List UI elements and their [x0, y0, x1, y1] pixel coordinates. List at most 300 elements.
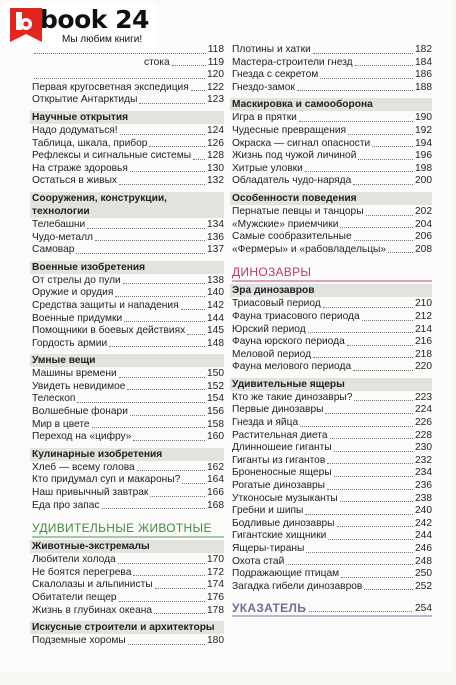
toc-subheading: Сооружения, конструкции, технологии: [30, 192, 224, 218]
toc-entry[interactable]: [232, 480, 432, 493]
dot-leader: [327, 463, 413, 464]
toc-entry[interactable]: [32, 592, 224, 605]
toc-entry[interactable]: [32, 462, 224, 475]
page-number: 228: [415, 429, 432, 441]
toc-entry[interactable]: [232, 568, 432, 581]
toc-entry[interactable]: [232, 244, 432, 257]
page-number: 148: [207, 337, 224, 349]
toc-entry[interactable]: [232, 163, 432, 176]
dot-leader: [119, 601, 205, 602]
toc-entry-title: Самые сообразительные: [232, 231, 352, 243]
dot-leader: [340, 501, 413, 502]
dot-leader: [353, 184, 413, 185]
toc-entry[interactable]: [232, 57, 432, 70]
toc-entry-title: Длинношеие гиганты: [232, 442, 332, 454]
page-number: 184: [415, 56, 432, 68]
page-number: 208: [415, 243, 432, 255]
page-number: 160: [207, 431, 224, 443]
dot-leader: [181, 309, 205, 310]
toc-entry[interactable]: [232, 324, 432, 337]
toc-entry-title: Открытие Антарктиды: [32, 94, 138, 106]
toc-entry[interactable]: [32, 150, 224, 163]
page-number: 254: [415, 602, 432, 614]
toc-entry[interactable]: [32, 219, 224, 232]
page-number: 214: [415, 323, 432, 335]
dot-leader: [127, 389, 205, 390]
page-number: 120: [207, 69, 224, 81]
toc-entry-title: Гнезда с секретом: [232, 69, 319, 81]
toc-entry-title: Фауна мелового периода: [232, 361, 352, 373]
dot-leader: [139, 103, 205, 104]
toc-entry-title: Телебашни: [32, 218, 86, 230]
toc-entry-title: Юрский период: [232, 323, 306, 335]
page-number: 174: [207, 579, 224, 591]
page-number: 122: [207, 81, 224, 93]
toc-entry-title: стока: [144, 56, 170, 68]
toc-entry-title: Бодливые динозавры: [232, 517, 335, 529]
toc-entry[interactable]: [232, 505, 432, 518]
toc-entry-title: Загадка гибели динозавров: [232, 580, 363, 592]
toc-entry[interactable]: [32, 94, 224, 107]
toc-subheading: Военные изобретения: [30, 261, 224, 274]
dot-leader: [300, 426, 413, 427]
dot-leader: [309, 611, 412, 612]
page-number: 128: [207, 150, 224, 162]
toc-entry[interactable]: [232, 442, 432, 455]
toc-entry-title: Жизнь в глубинах океана: [32, 604, 153, 616]
toc-entry[interactable]: [232, 206, 432, 219]
toc-entry[interactable]: [232, 175, 432, 188]
toc-entry-title: Оружие и орудия: [32, 287, 114, 299]
page-number: 252: [415, 580, 432, 592]
dot-leader: [355, 65, 413, 66]
page-number: 134: [207, 218, 224, 230]
page-number: 126: [207, 137, 224, 149]
toc-entry-title: Мир в цвете: [32, 418, 90, 430]
toc-entry-title: Переход на «цифру»: [32, 431, 132, 443]
toc-entry[interactable]: [232, 530, 432, 543]
dot-leader: [120, 134, 205, 135]
page-number: 166: [207, 487, 224, 499]
page-number: 136: [207, 231, 224, 243]
page-number: 176: [207, 592, 224, 603]
toc-entry-title: «Мужские» приемчики: [232, 218, 339, 230]
page-number: 234: [415, 467, 432, 479]
toc-entry-title: Еда про запас: [32, 499, 100, 511]
toc-entry[interactable]: [32, 406, 224, 419]
toc-entry[interactable]: [32, 635, 224, 648]
toc-subheading: Кулинарные изобретения: [30, 448, 224, 461]
dot-leader: [172, 65, 206, 66]
dot-leader: [124, 321, 205, 322]
toc-subheading: Умные вещи: [30, 354, 224, 367]
page-number: 194: [415, 137, 432, 149]
page-number: 124: [207, 124, 224, 136]
toc-entry-title: Гордость армии: [32, 337, 108, 349]
dot-leader: [193, 159, 205, 160]
toc-section-heading: ДИНОЗАВРЫ: [232, 264, 432, 282]
page-number: 154: [207, 393, 224, 405]
toc-entry[interactable]: [232, 430, 432, 443]
page-number: 220: [415, 361, 432, 373]
dot-leader: [115, 296, 205, 297]
toc-entry-title: Подражающие птицам: [232, 568, 340, 580]
dot-leader: [34, 53, 206, 54]
dot-leader: [297, 90, 413, 91]
toc-entry[interactable]: [232, 336, 432, 349]
toc-entry-title: Самовар: [32, 244, 75, 256]
dot-leader: [130, 415, 205, 416]
dot-leader: [109, 346, 205, 347]
toc-entry-title: Триасовый период: [232, 298, 321, 310]
toc-entry-title: Гнездо-замок: [232, 81, 295, 93]
toc-entry-title: Ящеры-тираны: [232, 543, 305, 554]
dot-leader: [323, 307, 413, 308]
page-number: 138: [207, 274, 224, 286]
toc-entry[interactable]: [232, 219, 432, 232]
page-number: 198: [415, 162, 432, 174]
toc-entry[interactable]: [232, 138, 432, 151]
dot-leader: [334, 451, 413, 452]
dot-leader: [364, 589, 413, 590]
page-number: 196: [415, 150, 432, 162]
page-number: 130: [207, 162, 224, 174]
toc-entry-title: Телескоп: [32, 393, 76, 405]
toc-entry[interactable]: [32, 567, 224, 580]
toc-entry-title: Фауна юрского периода: [232, 336, 345, 348]
dot-leader: [353, 370, 413, 371]
toc-entry-title: Не боятся перегрева: [32, 566, 132, 578]
page-number: 244: [415, 530, 432, 542]
dot-leader: [87, 228, 205, 229]
toc-entry-title: Окраска — сигнал опасности: [232, 137, 371, 149]
page-number: 162: [207, 461, 224, 473]
toc-entry[interactable]: [32, 474, 224, 487]
page-number: 204: [415, 218, 432, 230]
toc-entry-title: Броненосные ящеры: [232, 467, 332, 479]
dot-leader: [348, 134, 413, 135]
dot-leader: [149, 146, 205, 147]
page-number: 152: [207, 380, 224, 392]
dot-leader: [77, 402, 205, 403]
page-number: 123: [207, 94, 224, 106]
page-number: 246: [415, 543, 432, 554]
dot-leader: [330, 438, 413, 439]
toc-entry-title: «Фермеры» и «рабовладельцы»: [232, 243, 387, 255]
dot-leader: [305, 514, 413, 515]
page-number: 158: [207, 418, 224, 430]
dot-leader: [320, 78, 413, 79]
dot-leader: [92, 427, 205, 428]
toc-entry-title: На страже здоровья: [32, 162, 128, 174]
logo-wordmark: book 24: [40, 5, 149, 34]
toc-entry[interactable]: [32, 300, 224, 313]
toc-entry-title: Жизнь под чужой личиной: [232, 150, 357, 162]
toc-entry-title: Военные придумки: [32, 312, 123, 324]
page-number: 250: [415, 568, 432, 580]
toc-entry[interactable]: [232, 361, 432, 374]
page-number: 132: [207, 175, 224, 187]
toc-entry[interactable]: [32, 393, 224, 406]
toc-entry[interactable]: [32, 175, 224, 188]
page-number: 206: [415, 231, 432, 243]
toc-entry-title: Рефлексы и сигнальные системы: [32, 150, 192, 162]
page-number: 248: [415, 555, 432, 567]
dot-leader: [388, 252, 413, 253]
dot-leader: [76, 253, 205, 254]
toc-entry-title: Плотины и хатки: [232, 44, 311, 55]
dot-leader: [327, 489, 413, 490]
toc-entry-title: От стрелы до пули: [32, 274, 121, 286]
dot-leader: [328, 539, 413, 540]
book24-logo[interactable]: [4, 4, 156, 48]
page-number: 218: [415, 348, 432, 360]
dot-leader: [34, 78, 205, 79]
toc-entry[interactable]: [232, 392, 432, 405]
toc-entry[interactable]: [32, 381, 224, 394]
page-number: 230: [415, 442, 432, 454]
dot-leader: [133, 440, 205, 441]
dot-leader: [337, 526, 414, 527]
dot-leader: [325, 413, 413, 414]
toc-entry-title: Надо додуматься!: [32, 124, 118, 136]
dot-leader: [354, 400, 413, 401]
toc-entry[interactable]: [232, 44, 432, 57]
toc-entry[interactable]: [232, 82, 432, 95]
dot-leader: [366, 215, 413, 216]
toc-entry-title: Рогатые динозавры: [232, 480, 325, 492]
page-number: 172: [207, 566, 224, 578]
toc-left-column: [32, 44, 224, 648]
page-number: 236: [415, 480, 432, 492]
page-number: 140: [207, 287, 224, 299]
toc-entry[interactable]: [32, 57, 224, 70]
toc-entry[interactable]: [32, 82, 224, 95]
page-number: 145: [207, 325, 224, 337]
page-number: 224: [415, 404, 432, 416]
page-number: 216: [415, 336, 432, 348]
toc-entry[interactable]: [232, 556, 432, 569]
toc-entry-title: Подземные хоромы: [32, 635, 126, 647]
dot-leader: [119, 184, 205, 185]
toc-entry[interactable]: [232, 493, 432, 506]
toc-subheading: Научные открытия: [30, 111, 224, 124]
dot-leader: [133, 575, 205, 576]
dot-leader: [187, 334, 205, 335]
toc-entry[interactable]: [32, 313, 224, 326]
toc-index-entry[interactable]: [232, 601, 432, 617]
toc-entry-title: Наш привычный завтрак: [32, 487, 149, 499]
dot-leader: [341, 577, 413, 578]
toc-entry-title: Фауна триасового периода: [232, 310, 360, 322]
toc-entry[interactable]: [232, 298, 432, 311]
page-number: 223: [415, 391, 432, 403]
dot-leader: [102, 508, 205, 509]
page-number: 242: [415, 517, 432, 529]
toc-entry[interactable]: [32, 368, 224, 381]
dot-leader: [154, 613, 205, 614]
dot-leader: [130, 171, 205, 172]
dot-leader: [340, 227, 413, 228]
dot-leader: [118, 563, 205, 564]
toc-entry[interactable]: [232, 311, 432, 324]
toc-entry[interactable]: [32, 579, 224, 592]
page-number: 142: [207, 299, 224, 311]
toc-entry[interactable]: [32, 500, 224, 513]
dot-leader: [155, 588, 205, 589]
page-number: 178: [207, 604, 224, 616]
dot-leader: [119, 377, 205, 378]
toc-entry-title: Волшебные фонари: [32, 406, 128, 418]
dot-leader: [313, 357, 413, 358]
toc-entry[interactable]: [32, 338, 224, 351]
toc-entry[interactable]: [32, 275, 224, 288]
toc-entry[interactable]: [32, 138, 224, 151]
toc-entry-title: Увидеть невидимое: [32, 380, 126, 392]
toc-entry-title: Меловой период: [232, 348, 312, 360]
toc-entry-title: Скалолазы и альпинисты: [32, 579, 153, 591]
toc-entry-title: Растительная диета: [232, 429, 328, 441]
toc-entry[interactable]: [32, 605, 224, 618]
toc-subheading: Эра динозавров: [230, 284, 432, 297]
toc-entry-title: Кто же такие динозавры?: [232, 391, 353, 403]
page-number: 188: [415, 81, 432, 93]
toc-entry[interactable]: [32, 431, 224, 444]
dot-leader: [128, 644, 205, 645]
page-number: 212: [415, 310, 432, 322]
toc-entry[interactable]: [232, 518, 432, 531]
page-number: 144: [207, 312, 224, 324]
dot-leader: [137, 470, 205, 471]
toc-entry-title: Средства защиты и нападения: [32, 299, 179, 311]
page-number: 137: [207, 244, 224, 256]
page-number: 119: [207, 56, 224, 68]
page-number: 238: [415, 492, 432, 504]
toc-subheading: Удивительные ящеры: [230, 378, 432, 391]
toc-entry[interactable]: [32, 554, 224, 567]
page-number: 226: [415, 417, 432, 429]
logo-mark-icon: [4, 4, 44, 44]
toc-entry[interactable]: [32, 487, 224, 500]
toc-entry[interactable]: [232, 125, 432, 138]
toc-entry-title: Чудесные превращения: [232, 124, 347, 136]
dot-leader: [306, 552, 413, 553]
toc-entry-title: Хитрые уловки: [232, 162, 303, 174]
dot-leader: [354, 240, 413, 241]
toc-entry-title: Охота стай: [232, 555, 285, 567]
toc-entry[interactable]: [32, 125, 224, 138]
toc-entry[interactable]: [32, 287, 224, 300]
index-heading: УКАЗАТЕЛЬ: [232, 601, 307, 616]
toc-entry[interactable]: [32, 419, 224, 432]
toc-entry-title: Остаться в живых: [32, 175, 118, 187]
toc-subheading: Маскировка и самооборона: [230, 98, 432, 111]
dot-leader: [182, 483, 205, 484]
toc-entry-title: Утконосые музыканты: [232, 492, 338, 504]
page-number: 210: [415, 298, 432, 310]
toc-entry-title: Пернатые певцы и танцоры: [232, 205, 364, 217]
page-number: 168: [207, 499, 224, 511]
toc-entry[interactable]: [32, 232, 224, 245]
toc-entry[interactable]: [232, 69, 432, 82]
toc-entry[interactable]: [232, 581, 432, 594]
page-number: 192: [415, 124, 432, 136]
dot-leader: [358, 159, 413, 160]
toc-entry-title: Обладатель чудо-наряда: [232, 175, 352, 187]
toc-entry-title: Таблица, шкала, прибор: [32, 137, 148, 149]
page-number: 180: [207, 635, 224, 647]
toc-entry-title: Чудо-металл: [32, 231, 93, 243]
toc-subheading: Особенности поведения: [230, 192, 432, 205]
toc-entry-title: Первая кругосветная экспедиция: [32, 81, 189, 93]
page-number: 164: [207, 474, 224, 486]
toc-section-heading: УДИВИТЕЛЬНЫЕ ЖИВОТНЫЕ: [32, 520, 224, 538]
toc-subheading: Искусные строители и архитекторы: [30, 621, 224, 634]
toc-entry-title: Кто придумал суп и макароны?: [32, 474, 181, 486]
dot-leader: [372, 146, 413, 147]
dot-leader: [123, 283, 205, 284]
dot-leader: [313, 53, 413, 54]
toc-entry[interactable]: [232, 417, 432, 430]
page-number: 186: [415, 69, 432, 81]
toc-entry-title: Хлеб — всему голова: [32, 461, 135, 473]
toc-entry-title: Обитатели пещер: [32, 592, 117, 603]
page-number: 170: [207, 554, 224, 566]
toc-entry[interactable]: [232, 404, 432, 417]
toc-entry-title: Первые динозавры: [232, 404, 324, 416]
toc-entry[interactable]: [32, 244, 224, 257]
toc-entry-title: Гнезда и яйца: [232, 417, 299, 429]
toc-entry[interactable]: [232, 112, 432, 125]
toc-entry[interactable]: [32, 325, 224, 338]
page-number: 200: [415, 175, 432, 187]
dot-leader: [347, 345, 413, 346]
toc-entry-title: Гигантские хищники: [232, 530, 327, 542]
dot-leader: [299, 121, 413, 122]
dot-leader: [95, 240, 205, 241]
page-number: 190: [415, 112, 432, 124]
page-number: 232: [415, 454, 432, 466]
toc-entry[interactable]: [232, 231, 432, 244]
page-number: 118: [207, 44, 224, 55]
page-number: 202: [415, 205, 432, 217]
toc-entry-title: Гребни и шипы: [232, 505, 304, 517]
toc-entry[interactable]: [232, 467, 432, 480]
toc-entry-title: Любители холода: [32, 554, 116, 566]
toc-entry[interactable]: [232, 150, 432, 163]
dot-leader: [150, 496, 205, 497]
toc-entry-title: Гиганты из гигантов: [232, 454, 326, 466]
toc-entry-title: Мастера-строители гнезд: [232, 56, 353, 68]
toc-entry[interactable]: [232, 543, 432, 556]
dot-leader: [191, 90, 205, 91]
page-number: 156: [207, 406, 224, 418]
dot-leader: [362, 320, 413, 321]
toc-entry-title: Помощники в боевых действиях: [32, 325, 186, 337]
dot-leader: [286, 564, 413, 565]
toc-subheading: Животные-экстремалы: [30, 540, 224, 553]
toc-right-column: [232, 44, 432, 617]
toc-entry-title: Игра в прятки: [232, 112, 297, 124]
toc-entry[interactable]: [32, 69, 224, 82]
toc-entry[interactable]: [232, 349, 432, 362]
page-number: 150: [207, 368, 224, 380]
toc-entry[interactable]: [32, 163, 224, 176]
dot-leader: [334, 476, 413, 477]
toc-entry[interactable]: [232, 455, 432, 468]
dot-leader: [308, 332, 413, 333]
logo-tagline: Мы любим книги!: [62, 34, 143, 45]
